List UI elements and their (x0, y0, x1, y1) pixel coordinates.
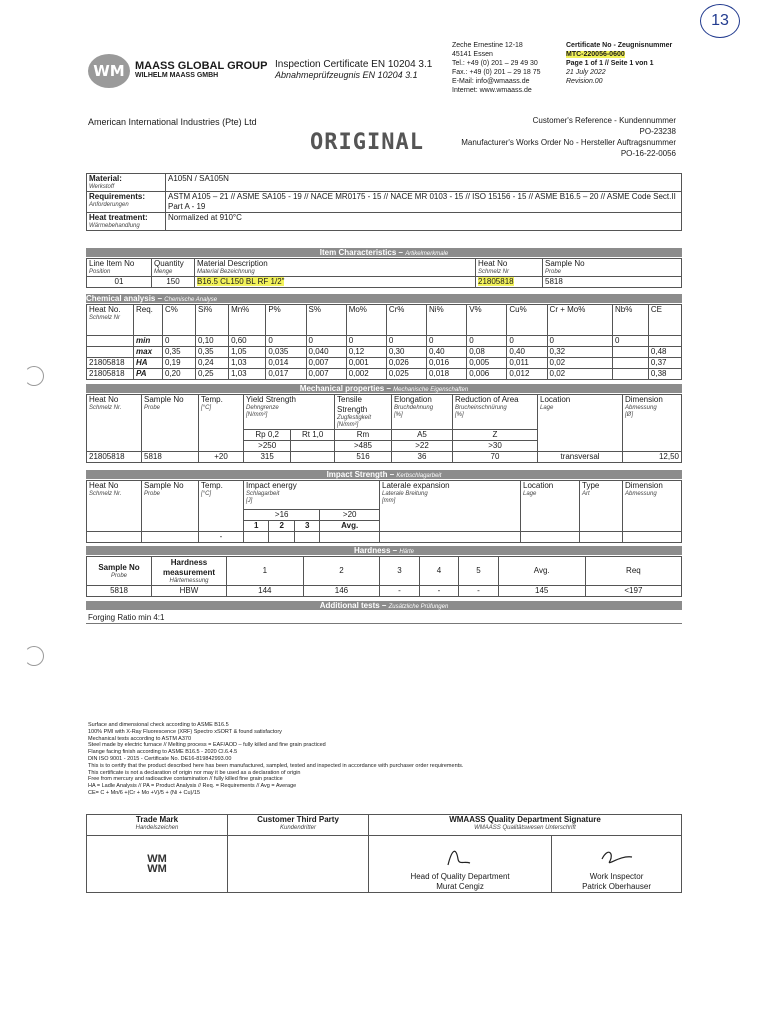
original-stamp: ORIGINAL (310, 130, 424, 155)
chem-row-ha: 21805818 HA 0,19 0,24 1,03 0,014 0,007 0,001 0,026 0,016 0,005 0,011 0,02 0,37 (87, 358, 682, 369)
company-name: MAASS GLOBAL GROUP (135, 60, 268, 72)
certificate-info: Certificate No - Zeugnisnummer MTC-220056-0600 Page 1 of 1 // Seite 1 von 1 21 July 2022 Revision.00 (566, 42, 673, 85)
punch-hole (24, 646, 44, 666)
page-number-mark: 13 (700, 4, 740, 38)
customer-reference: PO-23238 (639, 127, 676, 136)
punch-hole (24, 366, 44, 386)
chem-row-pa: 21805818 PA 0,20 0,25 1,03 0,017 0,007 0,002 0,025 0,018 0,006 0,012 0,02 0,38 (87, 369, 682, 380)
signature-head-of-quality (440, 845, 480, 869)
item-table: Line Item No Position Quantity Menge Material Description Material Bezeichnung Heat No Schmelz Nr Sample No Probe 01 150 B16.5 CL150 BL RF 1/2" 21805818 5818 (86, 258, 682, 288)
certificate-title-de: Abnahmeprüfzeugnis EN 10204 3.1 (275, 70, 418, 80)
impact-table: Heat No Schmelz Nr. Sample No Probe Temp. [°C] Impact energy Schlagarbeit [J] Laterale expansion Laterale Breitung [mm] Location Lage Type Art Dimension Abmessung >16 >20 1 2 3 Avg. - (86, 480, 682, 543)
company-address: Zeche Ernestine 12-18 45141 Essen Tel.: +49 (0) 201 – 29 49 30 Fax.: +49 (0) 201 – 29 18 75 E-Mail: info@wmaass.de Internet: www.wmaass.de (452, 42, 541, 94)
requirements-value: ASTM A105 – 21 // ASME SA105 - 19 // NACE MR0175 - 15 // NACE MR 0103 - 15 // ISO 15156 - 15 // ASME B16.5 – 20 // ASME Code Sect.II Part A - 19 (166, 192, 682, 213)
hardness-bar: Hardness – Härte (86, 546, 682, 555)
chem-row-min: min 0 0,10 0,60 0 0 0 0 0 0 0 0 0 (87, 336, 682, 347)
mechanical-table: Heat No Schmelz Nr. Sample No Probe Temp. [°C] Yield Strength Dehngrenze [N/mm²] Tensile Strength Zugfestigkeit [N/mm²] Elongation Bruchdehnung [%] Reduction of Area Brucheinschnürung [%] Location Lage Dimension Abmessung [Ø] Rp 0,2 Rt 1,0 Rm A5 Z >250 >485 >22 >30 21805818 5818 +20 315 516 36 70 transversal 12,50 (86, 394, 682, 463)
trade-mark-symbol: WM (147, 853, 167, 865)
certificate-number: MTC-220056-0600 (566, 51, 625, 58)
trade-mark-symbol: WM (147, 863, 167, 875)
additional-tests-text: Forging Ratio min 4:1 (88, 613, 165, 622)
hardness-table: Sample No Probe Hardness measurement Härtemessung 1 2 3 4 5 Avg. Req 5818 HBW 144 146 - - - 145 <197 (86, 556, 682, 597)
additional-tests-bar: Additional tests – Zusätzliche Prüfungen (86, 601, 682, 610)
works-order: PO-16-22-0056 (620, 149, 676, 158)
mechanical-row: 21805818 5818 +20 315 516 36 70 transversal 12,50 (87, 452, 682, 463)
signature-work-inspector (592, 845, 642, 869)
heat-treatment-value: Normalized at 910°C (166, 213, 682, 231)
item-characteristics-bar: Item Characteristics – Artikelmerkmale (86, 248, 682, 257)
company-logo: WM (88, 54, 130, 88)
item-row: 01 150 B16.5 CL150 BL RF 1/2" 21805818 5818 (87, 277, 682, 288)
chemical-table: Heat No. Schmelz Nr Req. C% Si% Mn% P% S% Mo% Cr% Ni% V% Cu% Cr + Mo% Nb% CE min 0 0,10 0,60 0 0 0 0 0 0 0 0 0 max 0,35 0,35 1,05 0,035 0,040 0,12 0,30 0,40 0,08 0,40 0,32 0,48 21805818 HA 0,19 0,24 1,03 0,014 0,007 0,001 0,026 0,016 0,005 0,011 0,02 0,37 21805818 PA 0,20 0,25 1,03 0,017 0,007 0,002 0,025 0,018 0,006 0,012 0,02 0,38 (86, 304, 682, 380)
customer-name: American International Industries (Pte) Ltd (88, 117, 257, 127)
signature-table: Trade Mark Handelszeichen Customer Third Party Kundendritter WMAASS Quality Department Signature WMAASS Qualitätswesen Unterschrift WM WM Head of Quality Department Murat Cengiz Work Inspector Patrick Oberhauser (86, 814, 682, 893)
company-subname: WILHELM MAASS GMBH (135, 72, 219, 79)
material-table: Material: Werkstoff A105N / SA105N Requirements: Anforderungen ASTM A105 – 21 // ASME SA105 - 19 // NACE MR0175 - 15 // NACE MR 0103 - 15 // ISO 15156 - 15 // ASME B16.5 – 20 // ASME Code Sect.II Part A - 19 Heat treatment: Wärmebehandlung Normalized at 910°C (86, 173, 682, 231)
customer-reference-label: Customer's Reference - Kundennummer (532, 116, 676, 125)
impact-row: - (87, 532, 682, 543)
certificate-title: Inspection Certificate EN 10204 3.1 (275, 59, 433, 70)
notes: Surface and dimensional check according to ASME B16.5 100% PMI with X-Ray Fluorescence (XRF) Spectro xSORT & found satisfactory Mechanical tests according to ASTM A370 Steel made by electric furnace // Melting process = EAF/AOD – fully killed and fine grain practiced Flange facing finish according to ASME B16.5 - 2020 Cl.6.4.5 DIN ISO 9001 - 2015 - Certificate No. DE16-819842993.00 This is to certify that the product described here has been manufactured, sampled, tested and inspected in accordance with purchaser order requirements. This certificate is not a declaration of origin nor may it be used as a declaration of origin Free from mercury and radioactive contamination // fully killed fine grain practice HA = Ladle Analysis // PA = Product Analysis // Req. = Requirements // Avg = Average CE= C + Mn/6 +(Cr + Mo +V)/5 + (Ni + Cu)/15 (88, 722, 464, 796)
chem-row-max: max 0,35 0,35 1,05 0,035 0,040 0,12 0,30 0,40 0,08 0,40 0,32 0,48 (87, 347, 682, 358)
impact-strength-bar: Impact Strength – Kerbschlagarbeit (86, 470, 682, 479)
works-order-label: Manufacturer's Works Order No - Hersteller Auftragsnummer (461, 138, 676, 147)
material-value: A105N / SA105N (166, 174, 682, 192)
hardness-row: 5818 HBW 144 146 - - - 145 <197 (87, 586, 682, 597)
chemical-analysis-bar: Chemical analysis – Chemische Analyse (86, 294, 682, 303)
mechanical-properties-bar: Mechanical properties – Mechanische Eigenschaften (86, 384, 682, 393)
